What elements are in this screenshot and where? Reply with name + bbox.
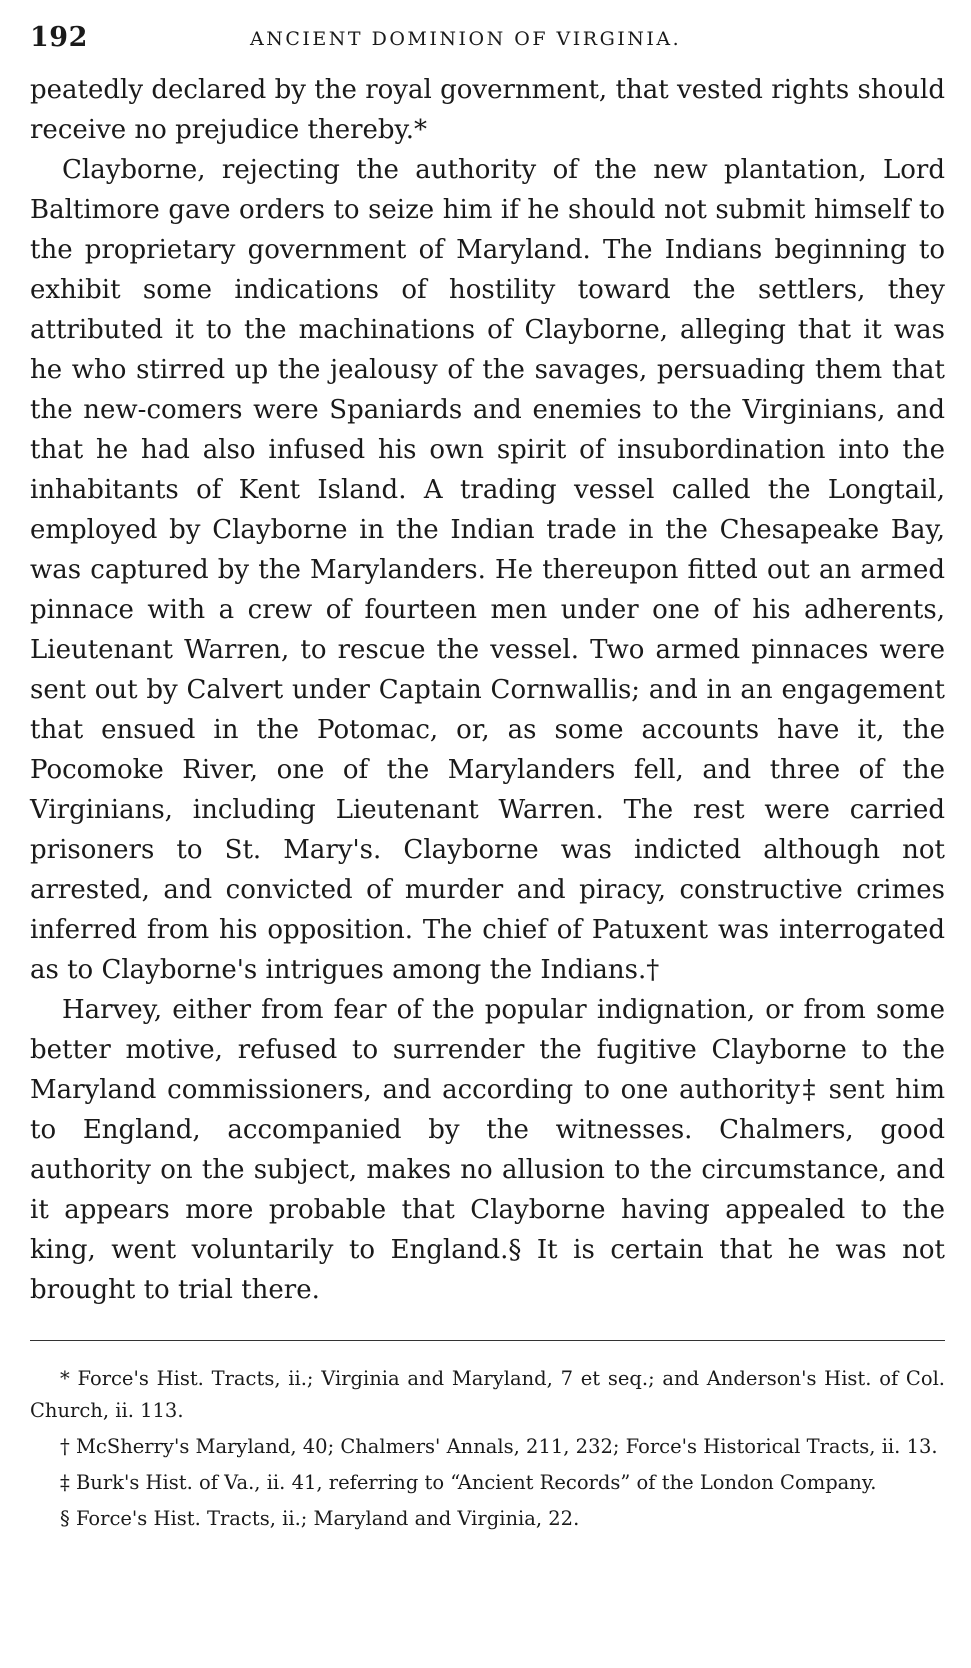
running-title: ANCIENT DOMINION OF VIRGINIA. (250, 28, 682, 50)
footnote-divider (30, 1340, 945, 1341)
book-page (30, 18, 945, 1539)
paragraph-clayborne: Clayborne, rejecting the authority of the new plantation, Lord Baltimore gave orders to seize him if he should not submit himself to the proprietary government of Maryland. The Indians beginning to exhibit some indications of hostility toward the settlers, they attributed it to the machinations of Clayborne, alleging that it was he who stirred up the jealousy of the savages, persuading them that the new-comers were Spaniards and enemies to the Virginians, and that he had also infused his own spirit of insubordination into the inhabitants of Kent Island. A trading vessel called the Longtail, employed by Clayborne in the Indian trade in the Chesapeake Bay, was captured by the Marylanders. He thereupon fitted out an armed pinnace with a crew of fourteen men under one of his adherents, Lieutenant Warren, to rescue the vessel. Two armed pinnaces were sent out by Calvert under Captain Cornwallis; and in an engagement that ensued in the Potomac, or, as some accounts have it, the Pocomoke River, one of the Marylanders fell, and three of the Virginians, including Lieutenant Warren. The rest were carried prisoners to St. Mary's. Clayborne was indicted although not arrested, and convicted of murder and piracy, constructive crimes inferred from his opposition. The chief of Patuxent was interrogated as to Clayborne's intrigues among the Indians.† (30, 155, 945, 985)
running-head (30, 18, 945, 62)
page-number: 192 (30, 22, 88, 53)
paragraph-continuation: peatedly declared by the royal government, that vested rights should receive no prejudice thereby.* (30, 75, 945, 145)
paragraph-harvey: Harvey, either from fear of the popular indignation, or from some better motive, refused to surrender the fugitive Clayborne to the Maryland commissioners, and according to one authority‡ sent him to England, accompanied by the witnesses. Chalmers, good authority on the subject, makes no allusion to the circumstance, and it appears more probable that Clayborne having appealed to the king, went voluntarily to England.§ It is certain that he was not brought to trial there. (30, 995, 945, 1305)
footnote-2: † McSherry's Maryland, 40; Chalmers' Annals, 211, 232; Force's Historical Tracts, ii. 13. (60, 1435, 938, 1458)
body-text (30, 70, 945, 1310)
footnote-3: ‡ Burk's Hist. of Va., ii. 41, referring to “Ancient Records” of the London Company. (60, 1471, 877, 1494)
footnote-1: * Force's Hist. Tracts, ii.; Virginia and Maryland, 7 et seq.; and Anderson's Hist. of Col. Church, ii. 113. (30, 1367, 945, 1422)
footnote-4: § Force's Hist. Tracts, ii.; Maryland and Virginia, 22. (60, 1507, 580, 1530)
footnotes (30, 1363, 945, 1535)
